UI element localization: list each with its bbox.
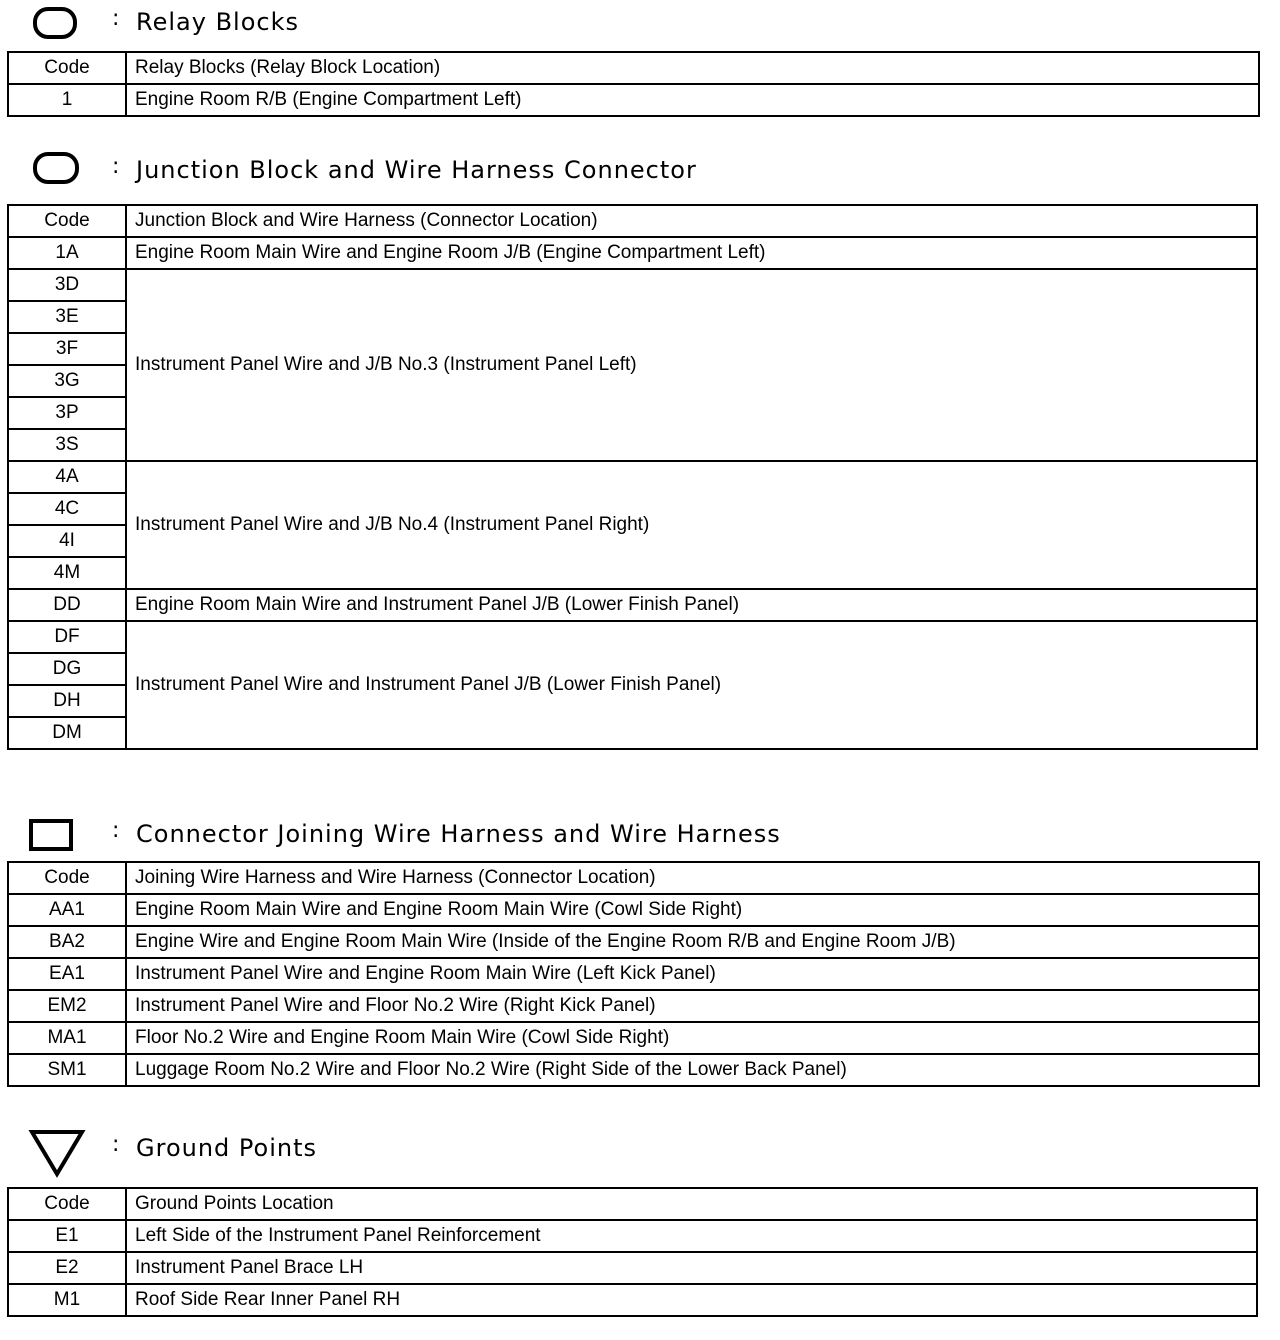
- location-cell: Engine Room Main Wire and Engine Room Main Wire (Cowl Side Right): [126, 894, 1259, 926]
- ground-triangle-symbol-icon: [28, 1128, 88, 1180]
- code-header: Code: [8, 205, 126, 237]
- connector-square-symbol-icon: [28, 818, 76, 852]
- colon: :: [112, 6, 120, 31]
- relay-section-title: Relay Blocks: [136, 8, 299, 36]
- table-row: [8, 894, 1259, 926]
- table-row: [8, 237, 1257, 269]
- table-header-row: [8, 1188, 1257, 1220]
- ground-section-header: [0, 1128, 1280, 1168]
- table-row: [8, 621, 1257, 653]
- location-cell: Instrument Panel Wire and Instrument Panel J/B (Lower Finish Panel): [126, 621, 1257, 749]
- table-row: [8, 589, 1257, 621]
- table-row: [8, 1284, 1257, 1316]
- ground-table: [7, 1187, 1258, 1317]
- connector-table: [7, 861, 1260, 1087]
- code-cell: 4A: [8, 461, 126, 493]
- code-cell: AA1: [8, 894, 126, 926]
- location-cell: Instrument Panel Wire and Engine Room Main Wire (Left Kick Panel): [126, 958, 1259, 990]
- location-cell: Floor No.2 Wire and Engine Room Main Wire (Cowl Side Right): [126, 1022, 1259, 1054]
- code-header: Code: [8, 862, 126, 894]
- location-cell: Instrument Panel Wire and J/B No.4 (Instrument Panel Right): [126, 461, 1257, 589]
- relay-table: [7, 51, 1260, 117]
- table-row: [8, 1022, 1259, 1054]
- table-row: [8, 990, 1259, 1022]
- junction-section-title: Junction Block and Wire Harness Connector: [136, 156, 697, 184]
- code-cell: M1: [8, 1284, 126, 1316]
- location-cell: Engine Room R/B (Engine Compartment Left): [126, 84, 1259, 116]
- code-cell: EM2: [8, 990, 126, 1022]
- code-cell: DH: [8, 685, 126, 717]
- code-cell: 3S: [8, 429, 126, 461]
- location-cell: Engine Room Main Wire and Instrument Panel J/B (Lower Finish Panel): [126, 589, 1257, 621]
- location-header: Joining Wire Harness and Wire Harness (Connector Location): [126, 862, 1259, 894]
- location-cell: Instrument Panel Wire and Floor No.2 Wire (Right Kick Panel): [126, 990, 1259, 1022]
- code-cell: SM1: [8, 1054, 126, 1086]
- table-row: [8, 269, 1257, 301]
- colon: :: [112, 818, 120, 843]
- table-row: [8, 1252, 1257, 1284]
- colon: :: [112, 1132, 120, 1157]
- junction-block-rounded-symbol-icon: [32, 151, 82, 187]
- code-cell: DF: [8, 621, 126, 653]
- code-cell: 1: [8, 84, 126, 116]
- location-cell: Roof Side Rear Inner Panel RH: [126, 1284, 1257, 1316]
- location-header: Relay Blocks (Relay Block Location): [126, 52, 1259, 84]
- table-header-row: [8, 52, 1259, 84]
- location-header: Ground Points Location: [126, 1188, 1257, 1220]
- code-cell: 4I: [8, 525, 126, 557]
- junction-section-header: [0, 150, 1280, 190]
- code-cell: 4M: [8, 557, 126, 589]
- table-row: [8, 1220, 1257, 1252]
- connector-section-title: Connector Joining Wire Harness and Wire Harness: [136, 820, 781, 848]
- relay-section-header: [0, 2, 1280, 42]
- code-cell: 3D: [8, 269, 126, 301]
- location-cell: Instrument Panel Wire and J/B No.3 (Instrument Panel Left): [126, 269, 1257, 461]
- connector-section-header: [0, 814, 1280, 854]
- table-row: [8, 958, 1259, 990]
- code-cell: E1: [8, 1220, 126, 1252]
- code-cell: DG: [8, 653, 126, 685]
- location-cell: Luggage Room No.2 Wire and Floor No.2 Wire (Right Side of the Lower Back Panel): [126, 1054, 1259, 1086]
- table-row: [8, 926, 1259, 958]
- code-cell: DD: [8, 589, 126, 621]
- code-header: Code: [8, 1188, 126, 1220]
- code-cell: EA1: [8, 958, 126, 990]
- junction-table: [7, 204, 1258, 750]
- code-cell: E2: [8, 1252, 126, 1284]
- table-header-row: [8, 205, 1257, 237]
- code-header: Code: [8, 52, 126, 84]
- code-cell: 1A: [8, 237, 126, 269]
- table-row: [8, 1054, 1259, 1086]
- code-cell: DM: [8, 717, 126, 749]
- code-cell: 3E: [8, 301, 126, 333]
- code-cell: MA1: [8, 1022, 126, 1054]
- code-cell: BA2: [8, 926, 126, 958]
- colon: :: [112, 154, 120, 179]
- location-header: Junction Block and Wire Harness (Connector Location): [126, 205, 1257, 237]
- location-cell: Engine Wire and Engine Room Main Wire (Inside of the Engine Room R/B and Engine Room J/B): [126, 926, 1259, 958]
- code-cell: 3F: [8, 333, 126, 365]
- location-cell: Instrument Panel Brace LH: [126, 1252, 1257, 1284]
- relay-block-rounded-symbol-icon: [32, 6, 80, 40]
- ground-section-title: Ground Points: [136, 1134, 317, 1162]
- code-cell: 3G: [8, 365, 126, 397]
- table-header-row: [8, 862, 1259, 894]
- location-cell: Engine Room Main Wire and Engine Room J/B (Engine Compartment Left): [126, 237, 1257, 269]
- table-row: [8, 461, 1257, 493]
- location-cell: Left Side of the Instrument Panel Reinforcement: [126, 1220, 1257, 1252]
- code-cell: 3P: [8, 397, 126, 429]
- table-row: [8, 84, 1259, 116]
- code-cell: 4C: [8, 493, 126, 525]
